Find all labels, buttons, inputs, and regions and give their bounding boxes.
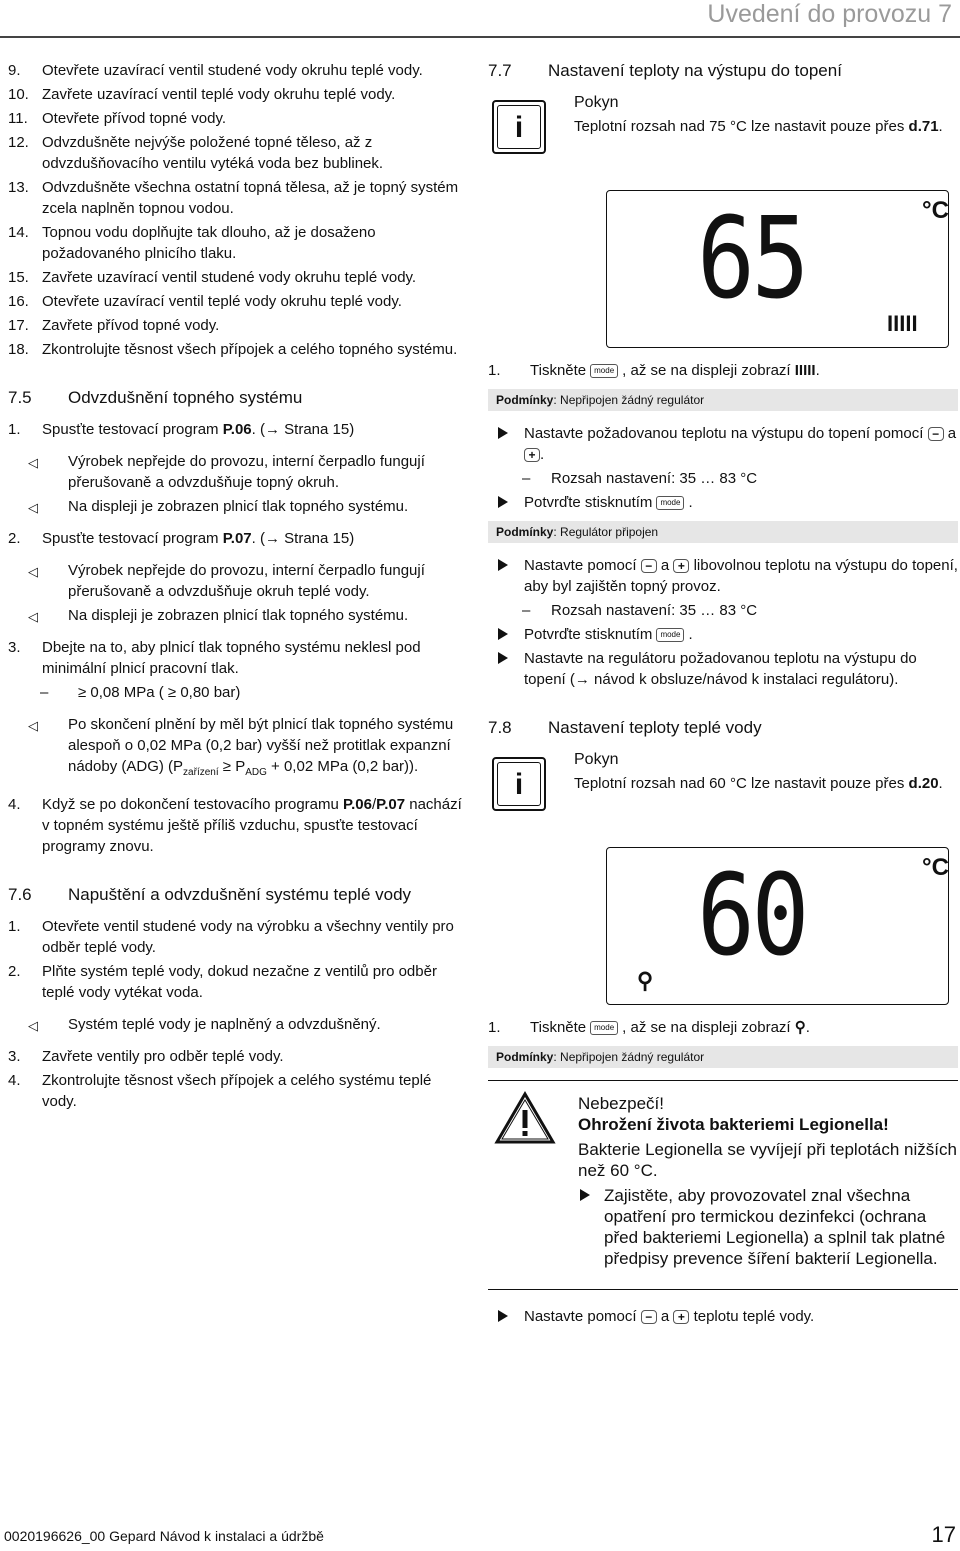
warning-triangle-icon	[494, 1091, 556, 1145]
display-heating	[606, 190, 949, 348]
numbered-step: 14. Topnou vodu doplňujte tak dlouho, až je dosaženo požadovaného plnicího tlaku.	[8, 224, 376, 262]
right-column	[488, 60, 958, 1330]
minus-key-icon: −	[641, 1310, 657, 1324]
instruction-item: Nastavte pomocí − a + libovolnou teplotu na výstupu do topení, aby byl zajištěn topný provoz.	[488, 555, 958, 597]
mode-key-icon: mode	[590, 364, 618, 378]
warning-subtitle: Ohrožení života bakteriemi Legionella!	[578, 1115, 889, 1134]
condition-bar: Podmínky: Nepřipojen žádný regulátor	[488, 389, 958, 411]
result-item: ◁ Po skončení plnění by měl být plnicí tlak topného systému alespoň o 0,02 MPa (0,2 bar) vyšší než protitlak expanzní nádoby (ADG) ($P_{zařízení} \ge P_{ADG} + 0,02$ MPa (0,2 bar)).	[28, 716, 454, 778]
numbered-step: 4. Zkontrolujte těsnost všech přípojek a celého systému teplé vody.	[8, 1072, 432, 1110]
display-unit: °C	[922, 854, 949, 881]
page-number: 17	[931, 1522, 956, 1547]
minus-key-icon: −	[641, 559, 657, 573]
info-icon: i	[492, 757, 546, 811]
warning-text: Bakterie Legionella se vyvíjejí při teplotách nižších než 60 °C.	[578, 1140, 957, 1180]
radiator-icon: IIIII	[887, 311, 918, 336]
numbered-step: 11. Otevřete přívod topné vody.	[8, 110, 226, 127]
pressure-range: – ≥ 0,08 MPa ( ≥ 0,80 bar)	[40, 684, 241, 701]
numbered-step: 10. Zavřete uzavírací ventil teplé vody okruhu teplé vody.	[8, 86, 396, 103]
page-header-title: Uvedení do provozu 7	[707, 0, 952, 28]
mode-key-icon: mode	[656, 496, 684, 510]
step-3-pressure: 3. Dbejte na to, aby plnicí tlak topného systému neklesl pod minimální plnicí pracovní tlak.	[8, 639, 421, 677]
result-item: ◁ Na displeji je zobrazen plnicí tlak topného systému.	[28, 607, 409, 624]
instruction-item: Nastavte na regulátoru požadovanou teplotu na výstupu do topení (→ návod k obsluze/návod k instalaci regulátoru).	[488, 648, 958, 690]
numbered-step: 18. Zkontrolujte těsnost všech přípojek a celého topného systému.	[8, 341, 458, 358]
section-heading-7-8: 7.8 Nastavení teploty teplé vody	[488, 718, 762, 737]
step-press-mode: 1. Tiskněte mode , až se na displeji zobrazí ⚲.	[488, 1019, 810, 1036]
minus-key-icon: −	[928, 427, 944, 441]
condition-bar: Podmínky: Regulátor připojen	[488, 521, 958, 543]
tap-icon: ⚲	[794, 1019, 806, 1036]
result-item: ◁ Výrobek nepřejde do provozu, interní čerpadlo fungují přerušovaně a odvzdušňuje topný okruh.	[28, 453, 425, 491]
instruction-item: Potvrďte stisknutím mode .	[488, 624, 958, 645]
section-heading-7-6: 7.6 Napuštění a odvzdušnění systému teplé vody	[8, 885, 412, 904]
step-2-run-p07: 2. Spusťte testovací program P.07. (→ Strana 15)	[8, 530, 355, 547]
left-column	[8, 60, 468, 1115]
mode-key-icon: mode	[590, 1021, 618, 1035]
numbered-step: 2. Plňte systém teplé vody, dokud nezačne z ventilů pro odběr teplé vody vytékat voda.	[8, 963, 437, 1001]
result-item: ◁ Výrobek nepřejde do provozu, interní čerpadlo fungují přerušovaně a odvzdušňuje okruh teplé vody.	[28, 562, 425, 600]
numbered-step: 1. Otevřete ventil studené vody na výrobku a všechny ventily pro odběr teplé vody.	[8, 918, 454, 956]
numbered-step: 12. Odvzdušněte nejvýše položené topné těleso, až z odvzdušňovacího ventilu vytéká voda bez bublinek.	[8, 134, 384, 172]
step-1-run-p06: 1. Spusťte testovací program P.06. (→ Strana 15)	[8, 421, 355, 438]
section-heading-7-7: 7.7 Nastavení teploty na výstupu do topení	[488, 61, 842, 80]
display-hot-water	[606, 847, 949, 1005]
numbered-step: 15. Zavřete uzavírací ventil studené vody okruhu teplé vody.	[8, 269, 417, 286]
numbered-step: 3. Zavřete ventily pro odběr teplé vody.	[8, 1048, 284, 1065]
numbered-step: 17. Zavřete přívod topné vody.	[8, 317, 220, 334]
warning-title: Nebezpečí!	[578, 1094, 664, 1113]
instruction-item: Nastavte požadovanou teplotu na výstupu do topení pomocí − a + .	[488, 423, 958, 465]
steps-list	[8, 1046, 468, 1112]
mode-key-icon: mode	[656, 628, 684, 642]
display-unit: °C	[922, 197, 949, 224]
result-item: ◁ Systém teplé vody je naplněný a odvzdušněný.	[28, 1016, 381, 1033]
tap-icon: ⚲	[637, 968, 654, 993]
danger-warning-box	[488, 1080, 958, 1290]
plus-key-icon: +	[524, 448, 540, 462]
numbered-step: 9. Otevřete uzavírací ventil studené vody okruhu teplé vody.	[8, 62, 423, 79]
plus-key-icon: +	[673, 559, 689, 573]
range-item: – Rozsah nastavení: 35 … 83 °C	[522, 470, 758, 487]
radiator-icon: IIIII	[794, 362, 816, 379]
steps-list	[8, 916, 468, 1003]
step-press-mode: 1. Tiskněte mode , až se na displeji zobrazí IIIII.	[488, 362, 820, 379]
display-value: 65	[697, 194, 807, 324]
numbered-step: 13. Odvzdušněte všechna ostatní topná tělesa, až je topný systém zcela naplněn topnou vodou.	[8, 179, 459, 217]
warning-instruction: Zajistěte, aby provozovatel znal všechna opatření pro termickou dezinfekci (ochrana před bakteriemi Legionella) a splnil tak platné předpisy prevence šíření bakterií Legionella.	[578, 1185, 958, 1269]
step-4-repeat: 4. Když se po dokončení testovacího programu P.06/P.07 nachází v topném systému ještě příliš vzduchu, spusťte testovací programy znovu.	[8, 796, 462, 855]
steps-list	[8, 60, 468, 360]
condition-bar: Podmínky: Nepřipojen žádný regulátor	[488, 1046, 958, 1068]
display-value: 60	[697, 851, 807, 981]
section-heading-7-5: 7.5 Odvzdušnění topného systému	[8, 388, 303, 407]
footer-doc-id: 0020196626_00 Gepard Návod k instalaci a údržbě	[4, 1528, 324, 1544]
numbered-step: 16. Otevřete uzavírací ventil teplé vody okruhu teplé vody.	[8, 293, 402, 310]
header-rule	[0, 36, 960, 38]
range-item: – Rozsah nastavení: 35 … 83 °C	[522, 602, 758, 619]
instruction-item: Potvrďte stisknutím mode .	[488, 492, 958, 513]
note-box: i Pokyn Teplotní rozsah nad 75 °C lze nastavit pouze přes d.71.	[488, 92, 958, 182]
result-item: ◁ Na displeji je zobrazen plnicí tlak topného systému.	[28, 498, 409, 515]
instruction-item: Nastavte pomocí − a + teplotu teplé vody.	[488, 1306, 958, 1327]
note-box: i Pokyn Teplotní rozsah nad 60 °C lze nastavit pouze přes d.20.	[488, 749, 958, 839]
plus-key-icon: +	[673, 1310, 689, 1324]
info-icon: i	[492, 100, 546, 154]
